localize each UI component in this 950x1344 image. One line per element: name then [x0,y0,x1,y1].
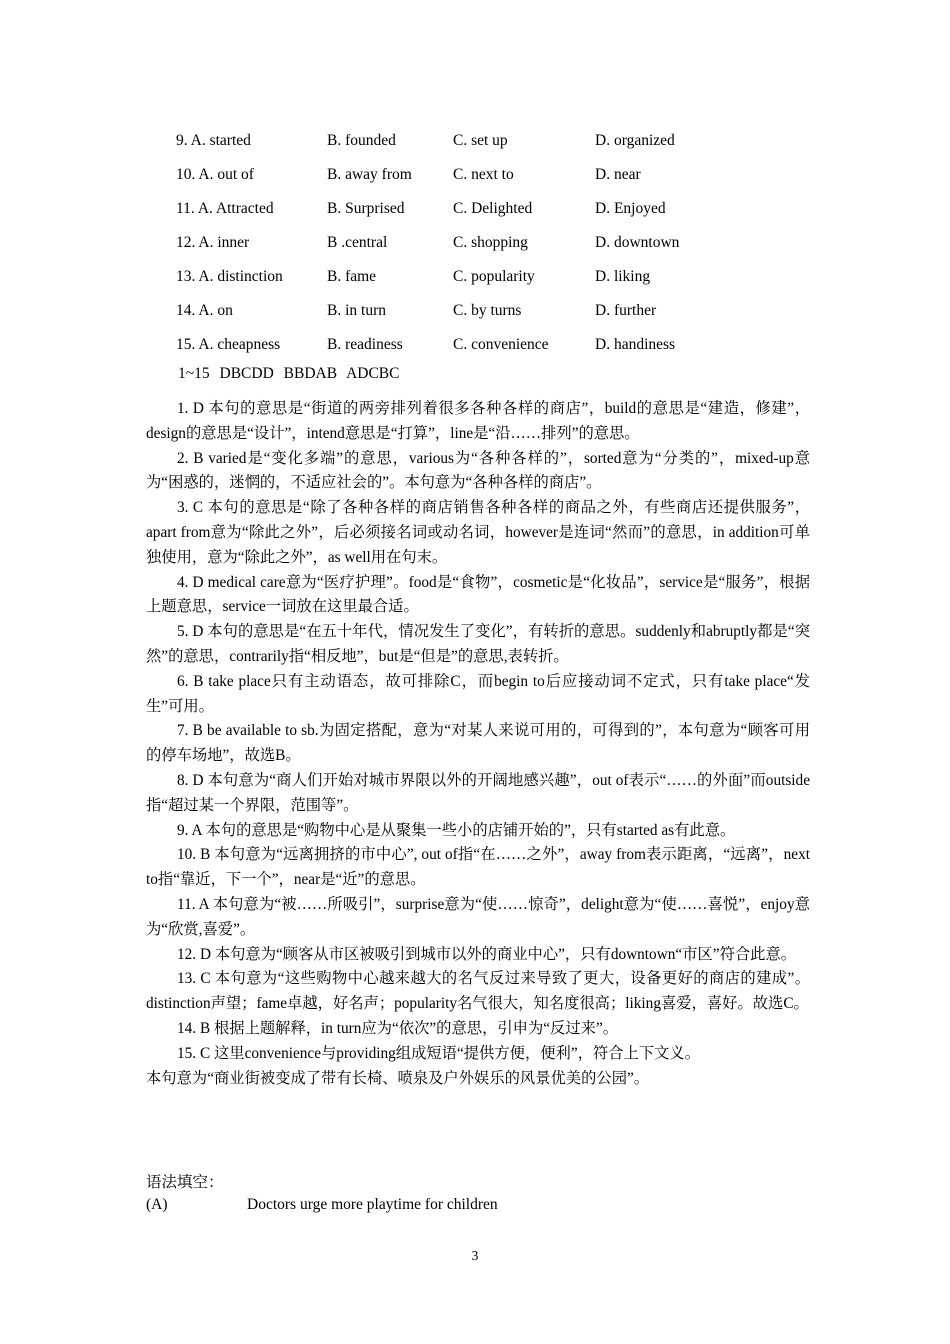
option-a: 12. A. inner [176,234,250,251]
option-c: C. next to [453,166,514,183]
option-d: D. further [595,302,657,319]
question-12-row [176,226,735,260]
explanation-15: 15. C 这里convenience与providing组成短语“提供方便，便利”，符合上下文义。 [177,1044,701,1062]
question-9-row [176,124,735,158]
option-b: B. founded [327,132,396,149]
explanation-12: 12. D 本句意为“顾客从市区被吸引到城市以外的商业中心”，只有downtown“市区”符合此意。 [177,945,797,963]
explanation-14: 14. B 根据上题解释，in turn应为“依次”的意思，引申为“反过来”。 [177,1019,619,1037]
option-d: D. organized [595,132,675,149]
question-10-row [176,158,735,192]
section-title: 语法填空： [146,1174,224,1191]
option-d: D. near [595,166,641,183]
explanation-1: 1. D 本句的意思是“街道的两旁排列着很多各种各样的商店”，build的意思是“建造，修建”，design的意思是“设计”，intend意思是“打算”，line是“沿……排列”的意思。 [146,400,810,442]
options-table [176,124,735,362]
option-a: 10. A. out of [176,166,254,183]
option-a: 11. A. Attracted [176,200,274,217]
closing-line: 本句意为“商业街被变成了带有长椅、喷泉及户外娱乐的风景优美的公园”。 [146,1069,650,1087]
option-b: B .central [327,234,388,251]
passage-title: Doctors urge more playtime for children [247,1196,498,1213]
explanation-6: 6. B take place只有主动语态，故可排除C，而begin to后应接动词不定式，只有take place“发生”可用。 [146,672,810,715]
answer-key: 1~15 DBCDD BBDAB ADCBC [178,365,400,382]
explanation-13: 13. C 本句意为“这些购物中心越来越大的名气反过来导致了更大，设备更好的商店的建成”。distinction声望；fame卓越，好名声；popularity名气很大，知名度很高；liking喜爱，喜好。故选C。 [146,970,810,1013]
option-c: C. convenience [453,336,549,353]
explanation-8: 8. D 本句意为“商人们开始对城市界限以外的开阔地感兴趣”，out of表示“……的外面”而outside指“超过某一个界限，范围等”。 [146,771,810,814]
explanation-10: 10. B 本句意为“远离拥挤的市中心”, out of指“在……之外”，away from表示距离，“远离”，next to指“靠近，下一个”，near是“近”的意思。 [146,846,810,889]
question-15-row [176,328,735,362]
option-c: C. shopping [453,234,528,251]
option-c: C. Delighted [453,200,533,217]
option-c: C. by turns [453,302,522,319]
page-number: 3 [471,1248,479,1263]
explanation-2: 2. B varied是“变化多端”的意思，various为“各种各样的”，sorted意为“分类的”，mixed-up意为“困惑的，迷惘的，不适应社会的”。本句意为“各种各样的商店”。 [146,449,810,492]
question-13-row [176,260,735,294]
passage-label: (A) [146,1196,168,1213]
explanation-4: 4. D medical care意为“医疗护理”。food是“食物”，cosmetic是“化妆品”，service是“服务”，根据上题意思，service一词放在这里最合适。 [146,573,810,616]
option-d: D. handiness [595,336,676,353]
option-d: D. downtown [595,234,680,251]
option-b: B. fame [327,268,377,285]
explanation-9: 9. A 本句的意思是“购物中心是从聚集一些小的店铺开始的”，只有started as有此意。 [177,821,736,839]
option-c: C. set up [453,132,508,149]
explanation-5: 5. D 本句的意思是“在五十年代，情况发生了变化”，有转折的意思。suddenly和abruptly都是“突然”的意思，contrarily指“相反地”，but是“但是”的意思,表转折。 [146,623,810,665]
option-b: B. Surprised [327,200,405,217]
option-a: 14. A. on [176,302,233,319]
option-b: B. away from [327,166,412,183]
option-a: 13. A. distinction [176,268,283,285]
option-b: B. readiness [327,336,403,353]
passage-heading [146,1196,498,1214]
option-c: C. popularity [453,268,535,285]
option-b: B. in turn [327,302,386,319]
option-a: 9. A. started [176,132,251,149]
option-a: 15. A. cheapness [176,336,281,353]
question-14-row [176,294,735,328]
option-d: D. Enjoyed [595,200,666,217]
option-d: D. liking [595,268,651,285]
question-11-row [176,192,735,226]
explanation-3: 3. C 本句的意思是“除了各种各样的商店销售各种各样的商品之外，有些商店还提供服务”，apart from意为“除此之外”，后必须接名词或动名词，however是连词“然而”的意思，in addition可单独使用，意为“除此之外”，as well用在句末。 [146,499,810,566]
explanations [146,397,810,1091]
explanation-7: 7. B be available to sb.为固定搭配，意为“对某人来说可用的，可得到的”，本句意为“顾客可用的停车场地”，故选B。 [146,722,810,765]
explanation-11: 11. A 本句意为“被……所吸引”，surprise意为“使……惊奇”，delight意为“使……喜悦”，enjoy意为“欣赏,喜爱”。 [146,895,810,938]
